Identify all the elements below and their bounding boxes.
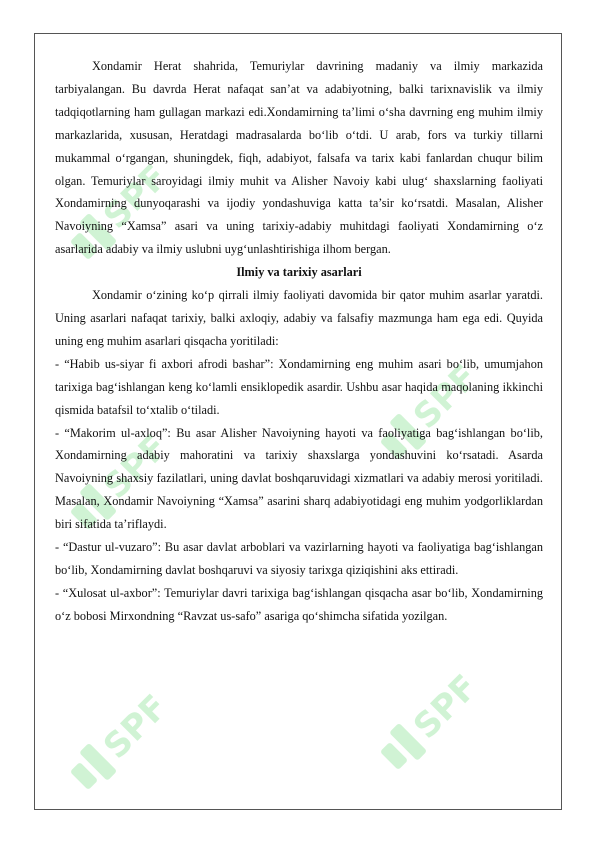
svg-text:SPF: SPF [406,357,486,437]
list-item: - “Dastur ul-vuzaro”: Bu asar davlat arboblari va vazirlarning hayoti va faoliyatiga bag‘ishlangan bo‘lib, Xondamirning davlat boshqaruvi va siyosiy tarixga qiziqishini aks ettiradi. [55,540,543,577]
list-item: - “Habib us-siyar fi axbori afrodi bashar”: Xondamirning eng muhim asari bo‘lib, umumjahon tarixiga bag‘ishlangan keng ko‘lamli ensiklopedik asardir. Ushbu asar haqida maqolaning ikkinchi qismida batafsil to‘xtalib o‘tiladi. [55,356,543,417]
list-item: - “Makorim ul-axloq”: Bu asar Alisher Navoiyning hayoti va faoliyatiga bag‘ishlangan bo‘lib, Xondamirning adabiy mahoratini va tarixiy shaxslarga yondashuvini ko‘rsatadi. Asarda Navoiyning shaxsiy fazilatlari, uning davlat boshqaruvidagi xizmatlari va adabiy merosi yoritiladi. Masalan, Xondamir Navoiyning “Xamsa” asarini sharq adabiyotidagi eng muhim yodgorliklardan biri sifatida ta’riflaydi. [55,425,543,532]
works-intro-paragraph: Xondamir o‘zining ko‘p qirrali ilmiy faoliyati davomida bir qator muhim asarlar yaratdi. Uning asarlari nafaqat tarixiy, balki axloqiy, adabiy va falsafiy mazmunga ham ega edi. Quyida uning eng muhim asarlari qisqacha yoritiladi: [55,288,543,348]
svg-text:SPF: SPF [96,427,176,507]
list-item: - “Xulosat ul-axbor”: Temuriylar davri tarixiga bag‘ishlangan qisqacha asar bo‘lib, Xondamirning o‘z bobosi Mirxondning “Ravzat us-safo” asariga qo‘shimcha sifatida yozilgan. [55,585,543,623]
svg-text:SPF: SPF [96,687,176,767]
section-heading: Ilmiy va tarixiy asarlari [236,265,362,280]
intro-paragraph: Xondamir Herat shahrida, Temuriylar davrining madaniy va ilmiy markazida tarbiyalangan. Bu davrda Herat nafaqat san’at va adabiyotning, balki tarixnavislik va ilmiy tadqiqotlarning ham gullagan markazi edi.Xondamirning ta’limi o‘sha davrning eng muhim ilmiy markazlarida, xususan, Heratdagi madrasalarda bo‘lib o‘tdi. U arab, fors va turkiy tillarni mukammal o‘rgangan, shuningdek, fiqh, adabiyot, falsafa va tarix kabi fanlardan chuqur bilim olgan. Temuriylar saroyidagi ilmiy muhit va Alisher Navoiy kabi ulug‘ shaxslarning faoliyati Xondamirning dunyoqarashi va ijodiy yondashuviga katta ta’sir ko‘rsatdi. Masalan, Alisher Navoiyning “Xamsa” asari va uning tarixiy-adabiy muhitdagi faoliyati Xondamirning o‘z asarlarida adabiy va ilmiy uslubni uyg‘unlashtirishiga ilhom bergan. [55,59,543,257]
svg-text:SPF: SPF [96,157,176,237]
svg-text:SPF: SPF [406,667,486,747]
document-body [55,55,543,628]
